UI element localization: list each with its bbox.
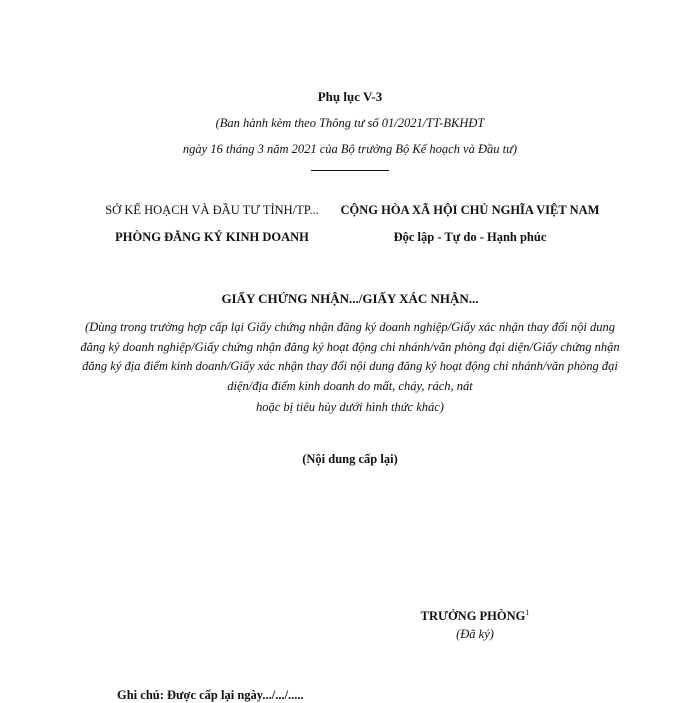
footer-note: Ghi chú: Được cấp lại ngày.../.../.....	[117, 688, 304, 702]
signer-title	[400, 608, 550, 624]
national-motto: Độc lập - Tự do - Hạnh phúc	[393, 230, 547, 244]
appendix-issued-by-line1: (Ban hành kèm theo Thông tư số 01/2021/TT-BKHĐT	[215, 116, 485, 130]
national-title: CỘNG HÒA XÃ HỘI CHỦ NGHĨA VIỆT NAM	[340, 203, 600, 217]
appendix-issued-by-line2: ngày 16 tháng 3 năm 2021 của Bộ trưởng Bộ Kế hoạch và Đầu tư)	[182, 142, 518, 156]
usage-note-last-line: hoặc bị tiêu hủy dưới hình thức khác)	[256, 400, 444, 414]
document-title: GIẤY CHỨNG NHẬN.../GIẤY XÁC NHẬN...	[221, 291, 479, 306]
appendix-divider	[311, 170, 389, 171]
department-name: PHÒNG ĐĂNG KÝ KINH DOANH	[115, 230, 309, 244]
agency-name: SỞ KẾ HOẠCH VÀ ĐẦU TƯ TỈNH/TP...	[105, 203, 319, 217]
signer-title-text: TRƯỞNG PHÒNG	[420, 609, 526, 624]
signed-mark: (Đã ký)	[456, 627, 494, 641]
content-placeholder: (Nội dung cấp lại)	[302, 452, 398, 466]
usage-note: (Dùng trong trường hợp cấp lại Giấy chứng nhận đăng ký doanh nghiệp/Giấy xác nhận thay đổi nội dung đăng ký doanh nghiệp/Giấy chứng nhận đăng ký hoạt động chi nhánh/văn phòng đại diện/Giấy chứng nhận đăng ký địa điểm kinh doanh/Giấy xác nhận thay đổi nội dung đăng ký hoạt động chi nhánh/văn phòng đại diện/địa điểm kinh doanh do mất, cháy, rách, nát	[80, 320, 620, 393]
appendix-title: Phụ lục V-3	[317, 89, 383, 104]
footnote-marker: 1	[525, 608, 530, 617]
